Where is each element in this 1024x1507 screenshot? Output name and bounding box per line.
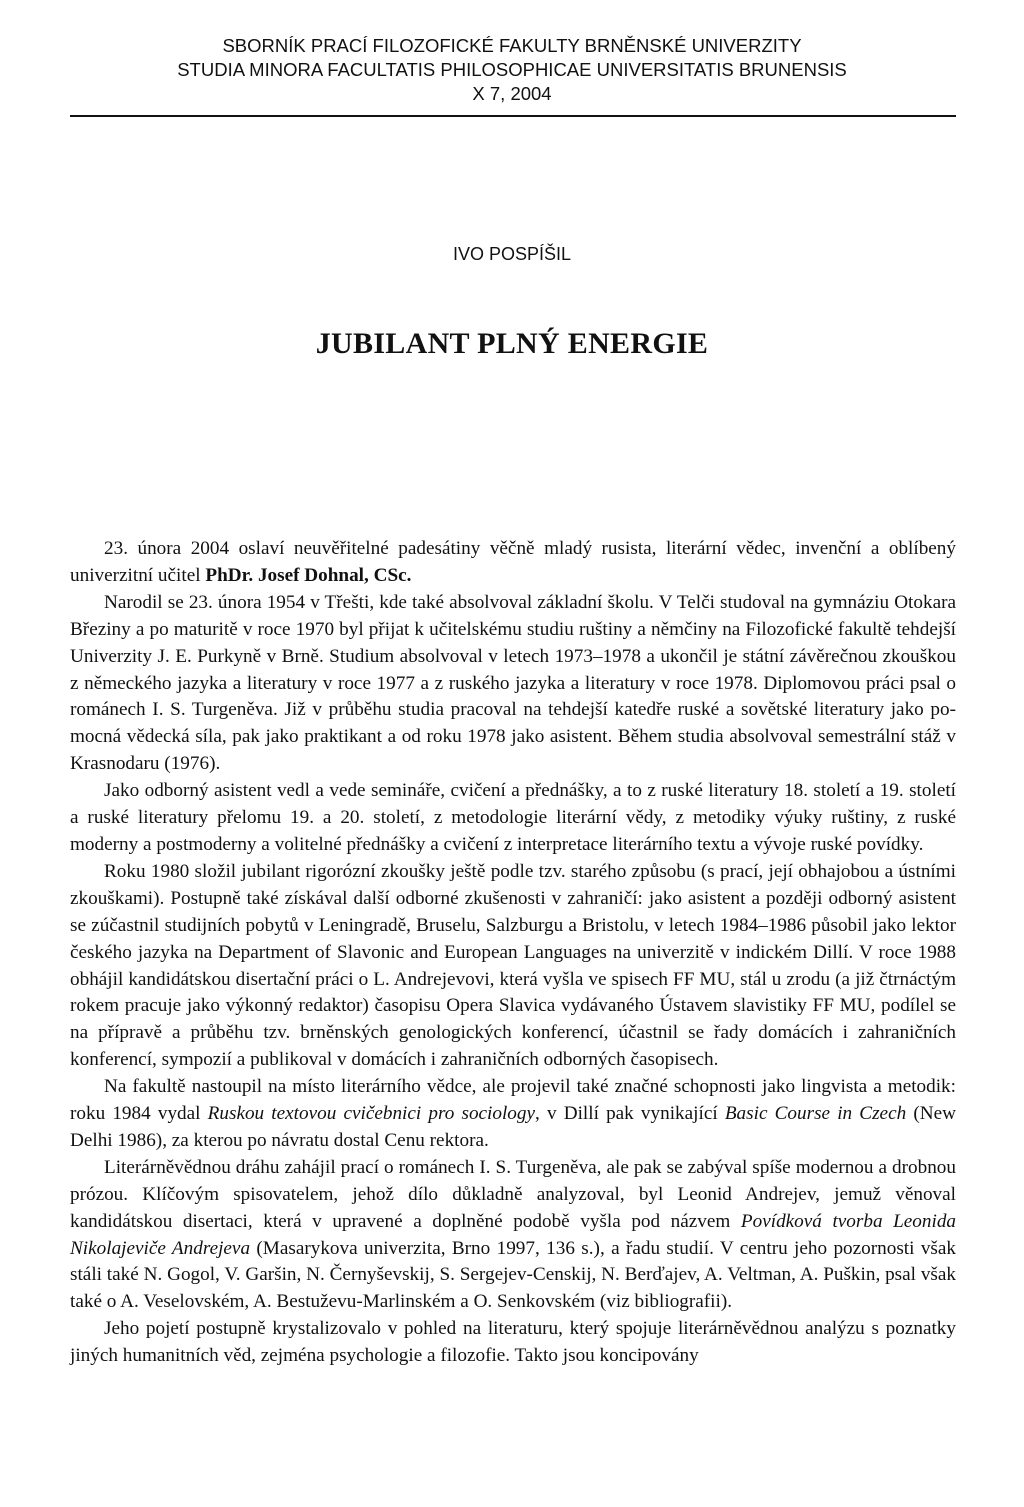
journal-header [0,34,1024,106]
p6-text-a: Literárněvědnou dráhu zahájil prací o románech I. S. Turgeněva, ale pak se zabýval spíše modernou a drobnou prózou. Klíčovým spisovatelem, jehož dílo důkladně analyzoval, byl Leonid Andrejev, jemuž věnoval kandidátskou disertaci, která v upravené a doplněné podobě vyšla pod názvem [70,1156,956,1232]
paragraph-6 [70,1155,956,1316]
paragraph-3: Jako odborný asistent vedl a vede semináře, cvičení a přednášky, a to z ruské literatury 18. století a 19. století a ruské literatury přelomu 19. a 20. století, z metodologie literární vědy, z metodiky výuky ruštiny, z ruské moderny a postmoderny a volitelné přednášky a cvičení z interpretace literárního textu a vývoje ruské povídky. [70,780,956,855]
paragraph-1 [70,536,956,590]
paragraph-7: Jeho pojetí postupně krystalizovalo v pohled na literaturu, který spojuje literárněvědnou analýzu s poznatky jiných humanitních věd, zejména psychologie a filozofie. Takto jsou koncipovány [70,1318,956,1367]
article-body [70,536,956,1370]
paragraph-5 [70,1074,956,1155]
book-title-2: Basic Course in Czech [724,1103,907,1125]
article-title: JUBILANT PLNÝ ENERGIE [315,327,709,360]
p1-text: 23. února 2004 oslaví neuvěřitelné padesátiny věčně mladý rusista, literární vědec, invenční a oblíbený univerzitní učitel [70,538,956,586]
journal-title-latin: STUDIA MINORA FACULTATIS PHILOSOPHICAE UNIVERSITATIS BRUNENSIS [177,59,847,80]
journal-title-czech: SBORNÍK PRACÍ FILOZOFICKÉ FAKULTY BRNĚNSKÉ UNIVERZITY [222,35,802,56]
book-title-3: Povídková tvorba Leonida Nikolajeviče Andrejeva [70,1210,957,1259]
jubilant-name: PhDr. Josef Dohnal, CSc. [205,564,412,586]
book-title-1: Ruskou textovou cvičebnici pro sociology [207,1103,536,1125]
paragraph-2: Narodil se 23. února 1954 v Třešti, kde také absolvoval základní školu. V Telči studoval na gymnáziu Otokara Březiny a po maturitě v roce 1970 byl přijat k učitelskému studiu ruštiny a němčiny na Filozofické fakultě tehdejší Univerzity J. E. Purkyně v Brně. Studium absolvoval v letech 1973–1978 a ukončil je státní závěrečnou zkouškou z německého jazyka a literatury v roce 1977 a z ruského jazyka a literatury v roce 1978. Diplomovou práci psal o románech I. S. Turgeněva. Již v průběhu studia pracoval na tehdejší katedře ruské a sovětské literatury jako pomocná vědecká síla, pak jako praktikant a od roku 1978 jako asistent. Během studia absolvoval semestrální stáž v Krasnodaru (1976). [70,591,956,775]
header-rule [70,115,956,117]
journal-volume: X 7, 2004 [472,83,552,104]
p5-text-a: Na fakultě nastoupil na místo literárního vědce, ale projevil také značné schopnosti jako lingvista a metodik: roku 1984 vydal [70,1076,956,1125]
p5-text-b: , v Dillí pak vynikající [535,1103,725,1125]
paragraph-4: Roku 1980 složil jubilant rigorózní zkoušky ještě podle tzv. starého způsobu (s prací, její obhajobou a ústními zkouškami). Postupně také získával další odborné zkušenosti v zahraničí: jako asistent a později odborný asistent se zúčastnil studijních pobytů v Leningradě, Bruselu, Salzburgu a Bristolu, v letech 1984–1986 působil jako lektor českého jazyka na Department of Slavonic and European Languages na univerzitě v indickém Dillí. V roce 1988 obhájil kandidátskou disertační práci o L. Andrejevovi, která vyšla ve spisech FF MU, stál u zrodu (a již čtrnáctým rokem pracuje jako výkonný redaktor) časopisu Opera Slavica vydávaného Ústavem slavistiky FF MU, podílel se na přípravě a průběhu tzv. brněnských genologických konferencí, účastnil se řady domácích i zahraničních konferencí, sympozií a publikoval v domácích i zahraničních odborných časopisech. [70,860,956,1071]
p6-text-b: (Masarykova univerzita, Brno 1997, 136 s.), a řadu studií. V centru jeho pozornosti však stáli také N. Gogol, V. Garšin, N. Černyševskij, S. Sergejev-Censkij, N. Berďajev, A. Veltman, A. Puškin, psal však také o A. Veselovském, A. Bestuževu-Marlinském a O. Senkovském (viz bibliografii). [70,1237,956,1313]
p5-text-c: (New Delhi 1986), za kterou po návratu dostal Cenu rektora. [70,1103,956,1151]
article-author: IVO POSPÍŠIL [452,244,572,264]
